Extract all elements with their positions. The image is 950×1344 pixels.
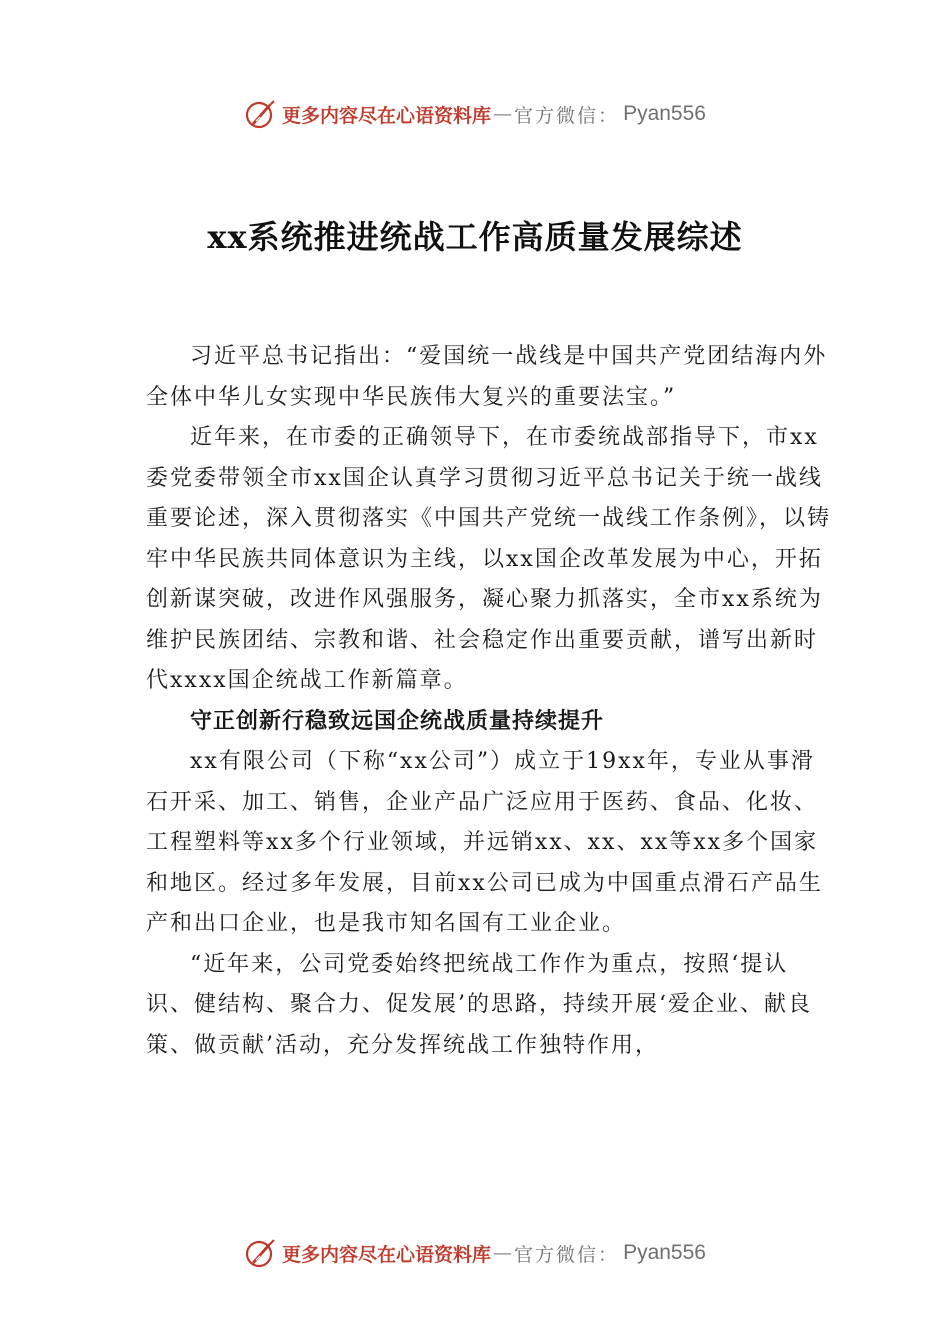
wechat-label: 官方微信：	[514, 104, 620, 127]
wechat-label: 官方微信：	[514, 1243, 620, 1266]
header-watermark-banner	[0, 92, 950, 136]
paragraph-quote: 习近平总书记指出：“爱国统一战线是中国共产党团结海内外全体中华儿女实现中华民族伟大复兴的重要法宝。”	[146, 344, 828, 410]
wechat-id: Pyan556	[623, 102, 706, 125]
document-title: xx系统推进统战工作高质量发展综述	[207, 218, 743, 256]
footer-watermark-banner	[0, 1231, 950, 1275]
banner-dash: —	[493, 1242, 513, 1264]
quill-pen-logo-icon	[244, 97, 278, 131]
document-body	[146, 337, 836, 1066]
brand-name: 更多内容尽在心语资料库	[282, 1243, 492, 1266]
paragraph-intro: 近年来，在市委的正确领导下，在市委统战部指导下，市xx委党委带领全市xx国企认真学习贯彻习近平总书记关于统一战线重要论述，深入贯彻落实《中国共产党统一战线工作条例》，以铸牢中华民族共同体意识为主线，以xx国企改革发展为中心，开拓创新谋突破，改进作风强服务，凝心聚力抓落实，全市xx系统为维护民族团结、宗教和谐、社会稳定作出重要贡献，谱写出新时代xxxx国企统战工作新篇章。	[146, 425, 832, 693]
quill-pen-logo-icon	[244, 1236, 278, 1270]
paragraph-statement: “近年来，公司党委始终把统战工作作为重点，按照‘提认识、健结构、聚合力、促发展’的思路，持续开展‘爱企业、献良策、做贡献’活动，充分发挥统战工作独特作用，	[146, 951, 812, 1058]
section-heading: 守正创新行稳致远国企统战质量持续提升	[190, 708, 605, 734]
paragraph-company: xx有限公司（下称“xx公司”）成立于19xx年，专业从事滑石开采、加工、销售，企业产品广泛应用于医药、食品、化妆、工程塑料等xx多个行业领域，并远销xx、xx、xx等xx多个国家和地区。经过多年发展，目前xx公司已成为中国重点滑石产品生产和出口企业，也是我市知名国有工业企业。	[146, 749, 823, 936]
brand-name: 更多内容尽在心语资料库	[282, 104, 492, 127]
wechat-id: Pyan556	[623, 1241, 706, 1264]
banner-dash: —	[493, 103, 513, 125]
